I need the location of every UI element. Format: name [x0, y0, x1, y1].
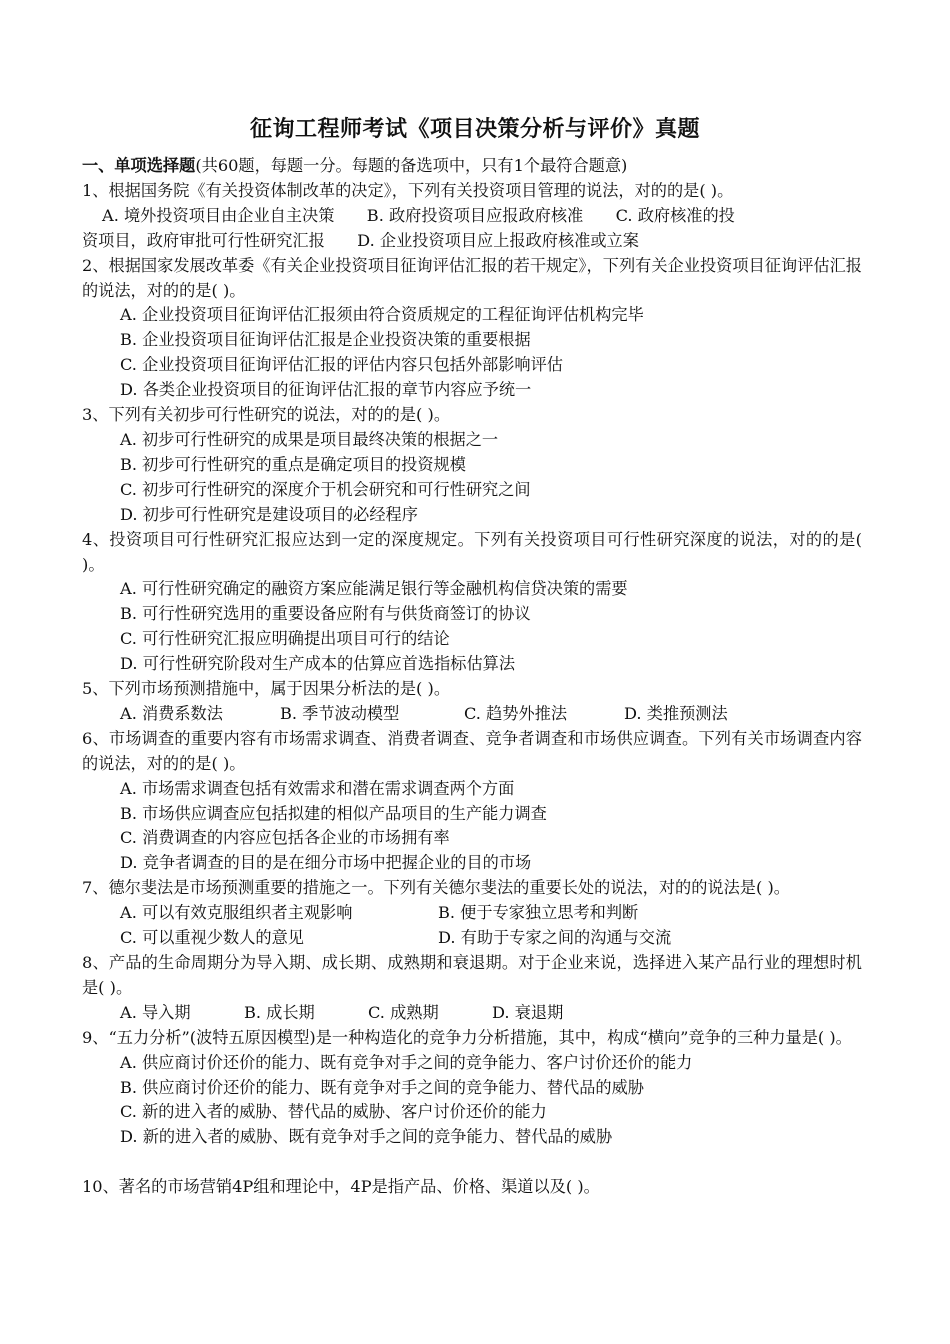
- question-2-stem: 2、根据国家发展改革委《有关企业投资项目征询评估汇报的若干规定》，下列有关企业投资项目征询评估汇报的说法，对的的是( )。: [82, 255, 862, 300]
- question-1-options-line-2: 资项目，政府审批可行性研究汇报 D. 企业投资项目应上报政府核准或立案: [82, 230, 639, 250]
- question-3-option-d: D. 初步可行性研究是建设项目的必经程序: [120, 504, 418, 524]
- question-1-options-line-1: A. 境外投资项目由企业自主决策 B. 政府投资项目应报政府核准 C. 政府核准的投: [102, 205, 735, 225]
- question-2-option-d: D. 各类企业投资项目的征询评估汇报的章节内容应予统一: [120, 380, 532, 400]
- question-2-option-a: A. 企业投资项目征询评估汇报须由符合资质规定的工程征询评估机构完毕: [120, 305, 644, 325]
- question-5-options: [82, 702, 862, 727]
- question-4-option-b: B. 可行性研究选用的重要设备应附有与供货商签订的协议: [120, 604, 531, 624]
- question-4-option-c: C. 可行性研究汇报应明确提出项目可行的结论: [120, 629, 450, 649]
- question-7-option-c: C. 可以重视少数人的意见: [120, 928, 304, 948]
- question-3-option-c: C. 初步可行性研究的深度介于机会研究和可行性研究之间: [120, 479, 531, 499]
- question-5-option-c: C. 趋势外推法: [464, 703, 568, 723]
- question-8-options: [82, 1001, 862, 1026]
- question-9-option-b: B. 供应商讨价还价的能力、既有竞争对手之间的竞争能力、替代品的威胁: [120, 1077, 644, 1097]
- question-8-option-a: A. 导入期: [120, 1002, 191, 1022]
- question-5-stem: 5、下列市场预测措施中，属于因果分析法的是( )。: [82, 679, 451, 699]
- question-4-option-d: D. 可行性研究阶段对生产成本的估算应首选指标估算法: [120, 654, 516, 674]
- question-7-option-d: D. 有助于专家之间的沟通与交流: [438, 928, 672, 948]
- question-1-stem: 1、根据国务院《有关投资体制改革的决定》，下列有关投资项目管理的说法，对的的是( )。: [82, 180, 734, 200]
- question-3-option-b: B. 初步可行性研究的重点是确定项目的投资规模: [120, 454, 466, 474]
- question-6-option-c: C. 消费调查的内容应包括各企业的市场拥有率: [120, 828, 450, 848]
- question-7-options-row-1: [82, 901, 862, 926]
- question-7-option-a: A. 可以有效克服组织者主观影响: [120, 903, 353, 923]
- question-2-option-b: B. 企业投资项目征询评估汇报是企业投资决策的重要根据: [120, 330, 531, 350]
- question-6-option-b: B. 市场供应调查应包括拟建的相似产品项目的生产能力调查: [120, 803, 547, 823]
- page-title: 征询工程师考试《项目决策分析与评价》真题: [249, 117, 700, 142]
- question-6-option-d: D. 竞争者调查的目的是在细分市场中把握企业的目的市场: [120, 853, 532, 873]
- question-list: [82, 154, 862, 1200]
- question-10-stem: 10、著名的市场营销4P组和理论中，4P是指产品、价格、渠道以及( )。: [82, 1177, 600, 1197]
- question-6-stem: 6、市场调查的重要内容有市场需求调查、消费者调查、竞争者调查和市场供应调查。下列有关市场调查内容的说法，对的的是( )。: [82, 728, 862, 773]
- question-3-stem: 3、下列有关初步可行性研究的说法，对的的是( )。: [82, 405, 451, 425]
- question-8-option-c: C. 成熟期: [368, 1002, 439, 1022]
- section-note: (共60题，每题一分。每题的备选项中，只有1个最符合题意): [195, 156, 628, 175]
- question-8-option-b: B. 成长期: [244, 1002, 315, 1022]
- section-header: [82, 154, 862, 179]
- question-7-option-b: B. 便于专家独立思考和判断: [438, 903, 639, 923]
- question-8-option-d: D. 衰退期: [492, 1002, 564, 1022]
- question-7-options-row-2: [82, 926, 862, 951]
- question-8-stem: 8、产品的生命周期分为导入期、成长期、成熟期和衰退期。对于企业来说，选择进入某产品行业的理想时机是( )。: [82, 953, 862, 997]
- question-2-option-c: C. 企业投资项目征询评估汇报的评估内容只包括外部影响评估: [120, 355, 563, 375]
- question-9-option-c: C. 新的进入者的威胁、替代品的威胁、客户讨价还价的能力: [120, 1102, 547, 1122]
- question-5-option-a: A. 消费系数法: [120, 703, 223, 723]
- question-6-option-a: A. 市场需求调查包括有效需求和潜在需求调查两个方面: [120, 778, 515, 798]
- question-9-stem: 9、“五力分析”(波特五原因模型)是一种构造化的竞争力分析措施，其中，构成“横向”竞争的三种力量是( )。: [82, 1027, 852, 1047]
- question-3-option-a: A. 初步可行性研究的成果是项目最终决策的根据之一: [120, 429, 499, 449]
- question-9-option-a: A. 供应商讨价还价的能力、既有竞争对手之间的竞争能力、客户讨价还价的能力: [120, 1052, 693, 1072]
- question-9-option-d: D. 新的进入者的威胁、既有竞争对手之间的竞争能力、替代品的威胁: [120, 1127, 613, 1147]
- blank-line: [82, 1150, 862, 1175]
- question-4-stem: 4、投资项目可行性研究汇报应达到一定的深度规定。下列有关投资项目可行性研究深度的说法，对的的是( )。: [82, 529, 862, 574]
- question-7-stem: 7、德尔斐法是市场预测重要的措施之一。下列有关德尔斐法的重要长处的说法，对的的说法是( )。: [82, 878, 790, 898]
- question-5-option-b: B. 季节波动模型: [280, 703, 400, 723]
- question-4-option-a: A. 可行性研究确定的融资方案应能满足银行等金融机构信贷决策的需要: [120, 579, 628, 599]
- section-label: 一、单项选择题: [82, 156, 196, 175]
- question-5-option-d: D. 类推预测法: [624, 703, 728, 723]
